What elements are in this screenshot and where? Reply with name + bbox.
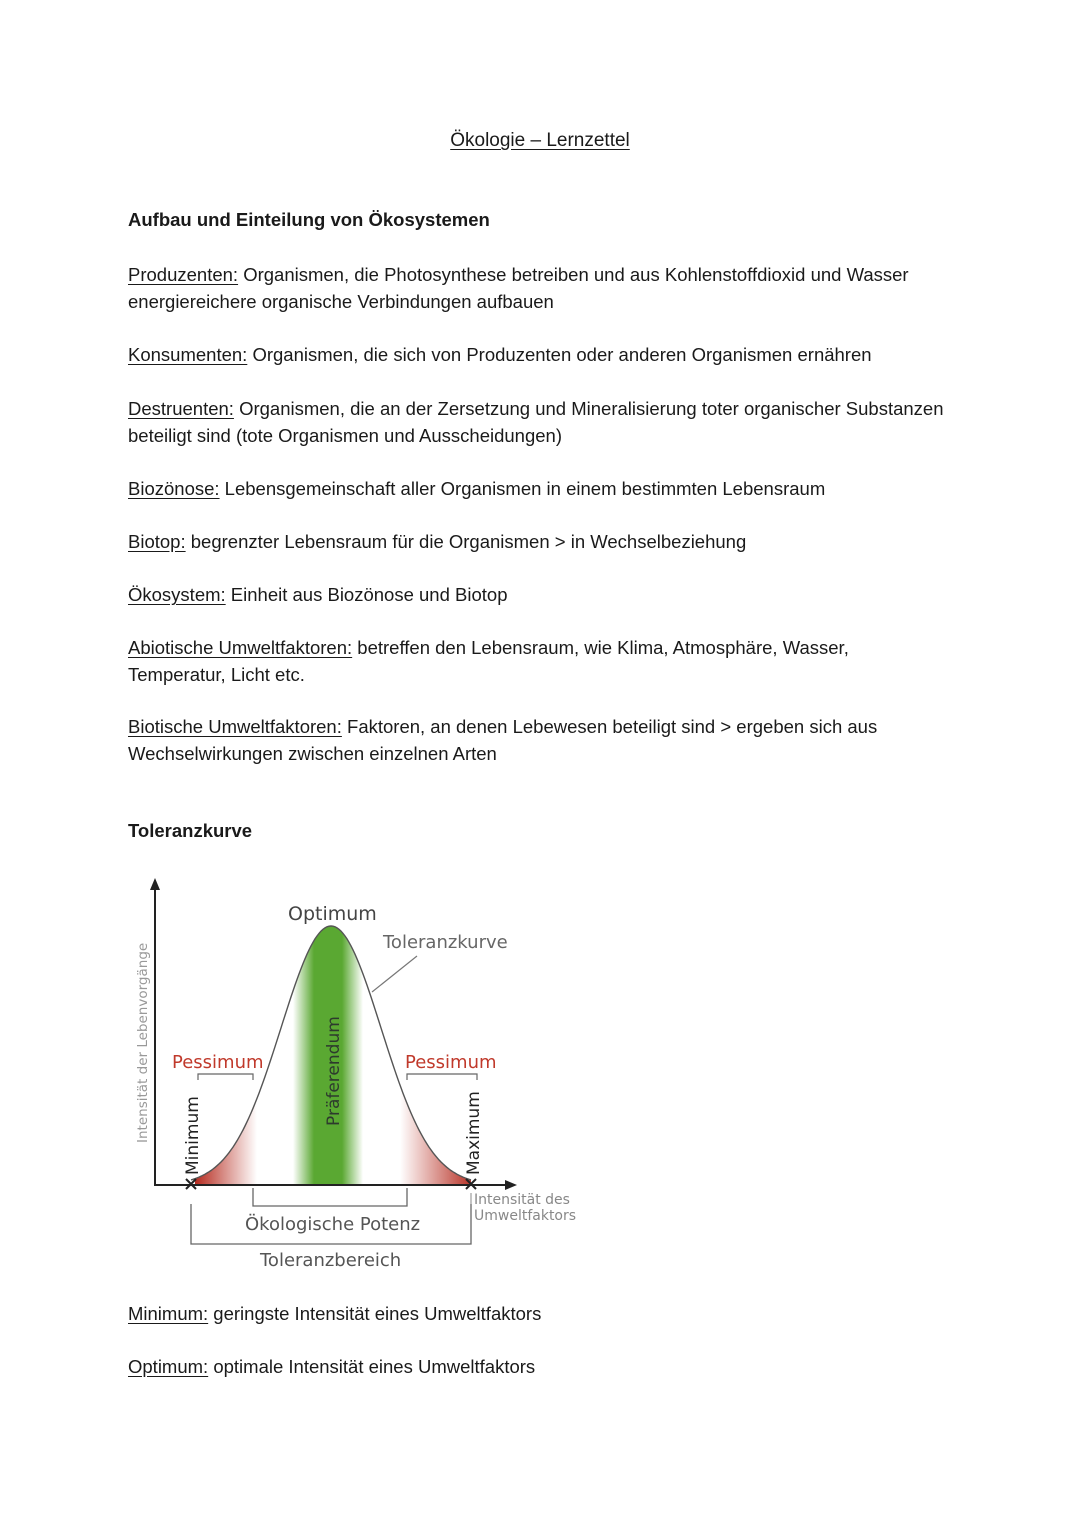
definition-term: Konsumenten: xyxy=(128,344,248,365)
pessimum-left-band xyxy=(195,868,257,1188)
y-axis-arrow-icon xyxy=(150,878,160,890)
pessimum-right-label: Pessimum xyxy=(405,1052,497,1073)
definition-text: betreffen den Lebensraum, wie Klima, Atmosphäre, Wasser, Temperatur, Licht etc. xyxy=(128,637,849,685)
definition-term: Biotische Umweltfaktoren: xyxy=(128,716,342,737)
definition-text: geringste Intensität eines Umweltfaktors xyxy=(208,1303,542,1324)
definition-term: Biotop: xyxy=(128,531,186,552)
x-axis-label-line1: Intensität des xyxy=(474,1192,570,1208)
definition-term: Ökosystem: xyxy=(128,584,226,605)
pessimum-left-bracket xyxy=(198,1074,253,1080)
curve-label-pointer xyxy=(372,956,417,992)
definition-destruenten xyxy=(128,395,948,449)
definition-biotische-umweltfaktoren xyxy=(128,713,958,767)
definition-text: Organismen, die sich von Produzenten oder anderen Organismen ernähren xyxy=(247,344,872,365)
definition-term: Biozönose: xyxy=(128,478,220,499)
definition-term: Produzenten: xyxy=(128,264,239,285)
definition-text: Organismen, die Photosynthese betreiben und aus Kohlenstoffdioxid und Wasser energiereichere organische Verbindungen aufbauen xyxy=(128,264,909,312)
definition-produzenten xyxy=(128,261,948,315)
definition-optimum xyxy=(128,1353,948,1380)
curve-label: Toleranzkurve xyxy=(383,932,508,953)
pessimum-left-label: Pessimum xyxy=(172,1052,264,1073)
y-axis-label: Intensität der Lebenvorgänge xyxy=(135,942,151,1143)
tolerance-curve-diagram xyxy=(125,868,595,1273)
toleranzbereich-label: Toleranzbereich xyxy=(260,1250,402,1271)
definition-term: Destruenten: xyxy=(128,398,234,419)
definition-text: Faktoren, an denen Lebewesen beteiligt sind > ergeben sich aus Wechselwirkungen zwischen einzelnen Arten xyxy=(128,716,878,764)
definition-biozoenose xyxy=(128,475,948,502)
definition-term: Minimum: xyxy=(128,1303,209,1324)
definition-konsumenten xyxy=(128,341,948,368)
definition-biotop xyxy=(128,528,948,555)
praeferendum-label: Präferendum xyxy=(324,1016,344,1126)
definition-text: Einheit aus Biozönose und Biotop xyxy=(225,584,508,605)
definition-text: optimale Intensität eines Umweltfaktors xyxy=(208,1356,536,1377)
definition-term: Optimum: xyxy=(128,1356,209,1377)
pessimum-right-bracket xyxy=(407,1074,477,1080)
oekologische-potenz-bracket xyxy=(253,1188,407,1206)
x-axis-label-line2: Umweltfaktors xyxy=(474,1208,577,1224)
definition-term: Abiotische Umweltfaktoren: xyxy=(128,637,353,658)
definition-text: Lebensgemeinschaft aller Organismen in einem bestimmten Lebensraum xyxy=(219,478,826,499)
definition-oekosystem xyxy=(128,581,948,608)
optimum-label: Optimum xyxy=(288,903,377,925)
maximum-label: Maximum xyxy=(464,1091,484,1175)
section-heading-toleranzkurve: Toleranzkurve xyxy=(128,820,253,841)
section-heading-ecosystems: Aufbau und Einteilung von Ökosystemen xyxy=(128,209,490,230)
definition-text: Organismen, die an der Zersetzung und Mineralisierung toter organischer Substanzen beteiligt sind (tote Organismen und Ausscheidungen) xyxy=(128,398,944,446)
definition-abiotische-umweltfaktoren xyxy=(128,634,948,688)
definition-minimum xyxy=(128,1300,948,1327)
definition-text: begrenzter Lebensraum für die Organismen > in Wechselbeziehung xyxy=(185,531,747,552)
minimum-label: Minimum xyxy=(183,1096,203,1175)
page-title: Ökologie – Lernzettel xyxy=(450,130,630,151)
oekologische-potenz-label: Ökologische Potenz xyxy=(245,1214,421,1235)
x-axis-arrow-icon xyxy=(505,1180,517,1190)
